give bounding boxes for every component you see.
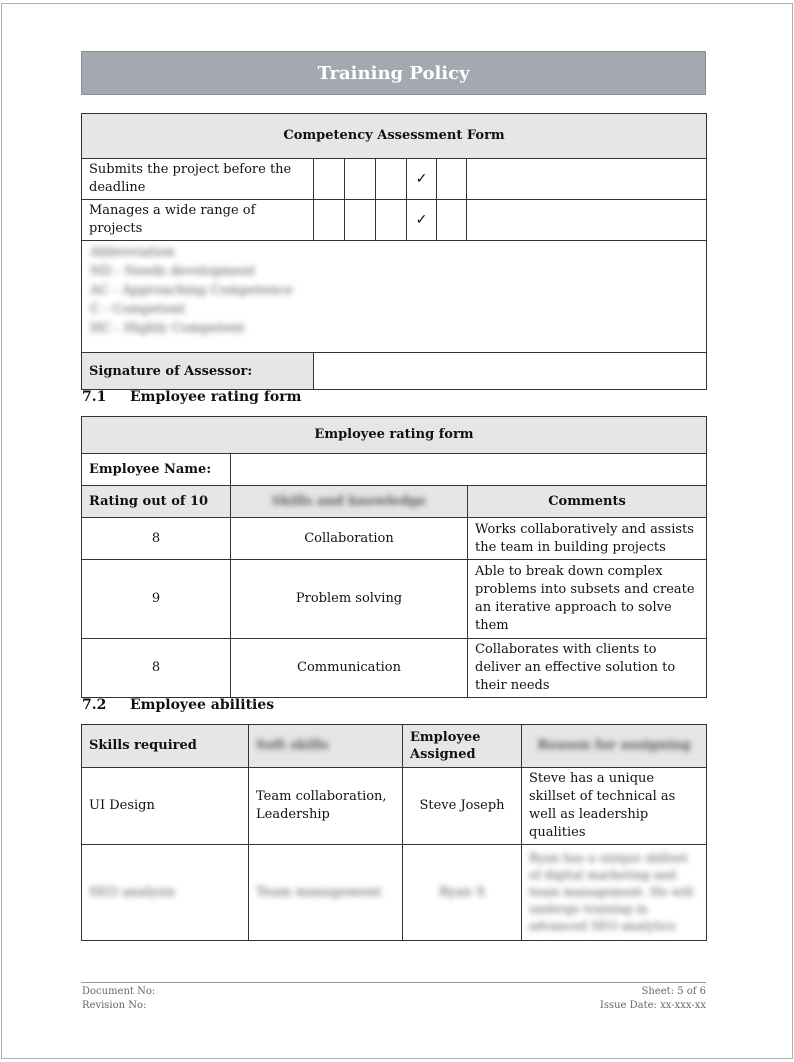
rating-cell [345,159,376,200]
section-heading-7-2 [82,697,274,713]
rating-cell [437,159,467,200]
section-number: 7.1 [82,389,107,405]
signature-label: Signature of Assessor: [82,353,314,390]
section-heading-7-1 [82,389,301,405]
rating-cell [314,159,345,200]
skill-required: UI Design [82,768,249,845]
rating-cell [345,200,376,241]
rating-form-header: Employee rating form [82,417,707,454]
rating-value: 9 [82,560,231,639]
rating-cell [376,159,407,200]
signature-field[interactable] [314,353,707,390]
rating-cell [314,200,345,241]
skill-name: Problem solving [231,560,468,639]
footer-right [600,985,706,1013]
legend-item: Abbreviation [90,245,175,260]
employee-rating-table [81,416,707,698]
assignment-reason: Ryan has a unique skillset of digital marketing and team management. He will undergo training in advanced SEO analytics [529,851,694,933]
table-row [82,159,707,200]
employee-assigned: Steve Joseph [403,768,522,845]
column-header: Rating out of 10 [82,486,231,518]
notes-cell [467,159,707,200]
comment-text: Able to break down complex problems into subsets and create an iterative approach to solve them [468,560,707,639]
legend-item: C - Competent [90,302,186,317]
sheet-number: Sheet: 5 of 6 [641,986,706,997]
competency-header: Competency Assessment Form [82,114,707,159]
legend-item: AC - Approaching Competence [90,283,293,298]
footer-divider [81,982,706,983]
soft-skills: Team management [256,884,382,900]
column-header: Comments [468,486,707,518]
document-title: Training Policy [81,51,706,95]
table-row [82,639,707,698]
document-number: Document No: [82,986,156,997]
column-header: Soft skills [256,738,329,753]
issue-date: Issue Date: xx-xxx-xx [599,1000,706,1011]
section-title: Employee abilities [130,697,275,713]
footer-left [82,985,155,1013]
table-row [82,518,707,560]
soft-skills: Team collaboration, Leadership [249,768,403,845]
column-header: Reason for assigning [537,738,691,753]
employee-assigned: Ryan S [438,884,486,900]
skill-name: Collaboration [231,518,468,560]
assignment-reason: Steve has a unique skillset of technical as well as leadership qualities [522,768,707,845]
table-row [82,200,707,241]
section-title: Employee rating form [130,389,302,405]
criteria-label: Submits the project before the deadline [82,159,314,200]
column-header: Skills required [82,725,249,768]
employee-name-field[interactable] [231,454,707,486]
legend-item: ND - Needs development [90,264,256,279]
notes-cell [467,200,707,241]
table-row [82,845,707,941]
checkmark-icon: ✓ [407,159,437,200]
skill-name: Communication [231,639,468,698]
checkmark-icon: ✓ [407,200,437,241]
abbreviation-legend [82,241,707,353]
table-row [82,768,707,845]
comment-text: Collaborates with clients to deliver an effective solution to their needs [468,639,707,698]
criteria-label: Manages a wide range of projects [82,200,314,241]
rating-cell [437,200,467,241]
rating-cell [376,200,407,241]
rating-value: 8 [82,518,231,560]
column-header: Employee Assigned [403,725,522,768]
section-number: 7.2 [82,697,107,713]
column-header: Skills and knowledge [271,493,427,509]
rating-value: 8 [82,639,231,698]
table-row [82,560,707,639]
revision-number: Revision No: [82,1000,147,1011]
legend-item: HC - Highly Competent [90,321,245,336]
competency-assessment-table [81,113,707,390]
skill-required: SEO analysis [89,884,176,900]
comment-text: Works collaboratively and assists the team in building projects [468,518,707,560]
employee-abilities-table [81,724,707,941]
employee-name-label: Employee Name: [82,454,231,486]
